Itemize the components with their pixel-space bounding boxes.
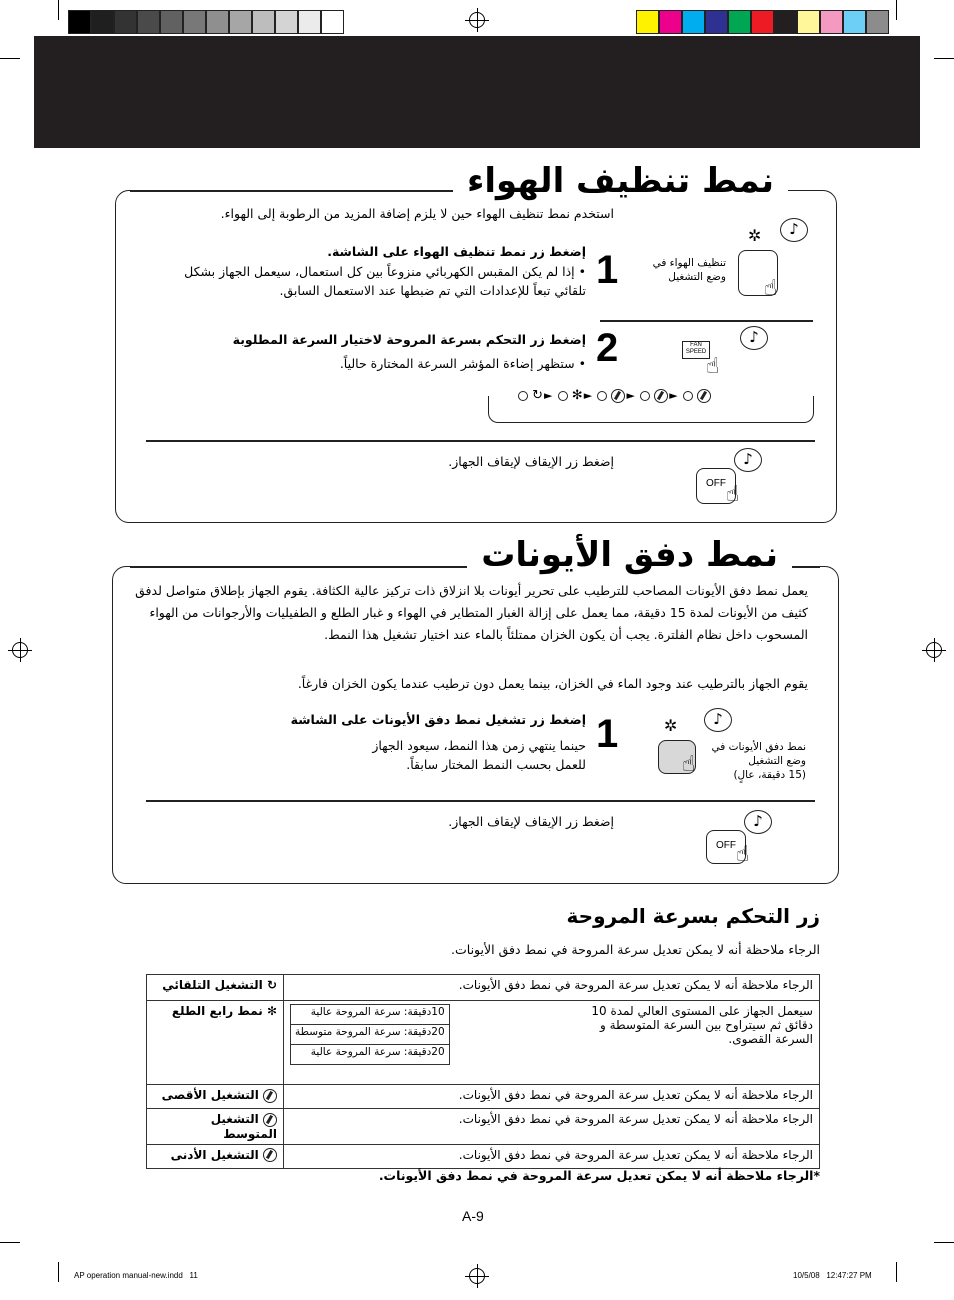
fan-modes-table [146, 974, 820, 1169]
color-swatch [866, 10, 889, 34]
mode-cell [147, 1109, 284, 1145]
mode-label: التشغيل المتوسط [210, 1112, 277, 1141]
crop-mark [934, 58, 954, 59]
crop-mark [58, 1262, 59, 1282]
off-instruction: إضغط زر الإيقاف لإيقاف الجهاز. [448, 814, 614, 829]
ion-shower-note: يقوم الجهاز بالترطيب عند وجود الماء في الخزان، بينما يعمل دون ترطيب عندما يكون الخزان فارغاً. [297, 676, 808, 691]
gray-swatch [252, 10, 275, 34]
mode-label: التشغيل الأقصى [161, 1088, 259, 1102]
title-line [130, 566, 512, 568]
color-swatch [774, 10, 797, 34]
pollen-mode-icon: ✻ [266, 1004, 277, 1018]
color-swatch [843, 10, 866, 34]
color-swatch [659, 10, 682, 34]
cycle-minutes: 20 [431, 1046, 445, 1058]
table-row [147, 1109, 820, 1145]
color-swatch [705, 10, 728, 34]
arrow-icon: ► [544, 389, 553, 402]
registration-mark-icon [926, 642, 942, 658]
beep-note-icon: ♪ [704, 708, 732, 732]
fan-low-icon [263, 1148, 277, 1162]
gray-swatch [160, 10, 183, 34]
icon-caption-line: نمط دفق الأيونات في [711, 741, 806, 753]
desc-cell: الرجاء ملاحظة أنه لا يمكن تعديل سرعة المروحة في نمط دفق الأيونات. [284, 1109, 820, 1145]
clean-air-intro: استخدم نمط تنظيف الهواء حين لا يلزم إضافة المزيد من الرطوبة إلى الهواء. [220, 206, 614, 221]
step-body: حينما ينتهي زمن هذا النمط، سيعود الجهاز للعمل بحسب النمط المختار سابقاً. [372, 738, 586, 772]
crop-mark [58, 0, 59, 20]
page-number: A-9 [462, 1208, 484, 1224]
registration-mark-icon [12, 642, 28, 658]
pollen-desc: سيعمل الجهاز على المستوى العالي لمدة 10 دقائق ثم سيتراوح بين السرعة المتوسطة و السرعة القصوى. [591, 1004, 813, 1046]
fan-high-icon [263, 1089, 277, 1103]
desc-cell: الرجاء ملاحظة أنه لا يمكن تعديل سرعة المروحة في نمط دفق الأيونات. [284, 1085, 820, 1109]
indicator-dot-icon [597, 391, 607, 401]
pointing-hand-icon: ☝ [706, 354, 720, 379]
mode-cell [147, 975, 284, 1001]
footer-timestamp: 10/5/08 12:47:27 PM [793, 1271, 872, 1280]
arrow-icon: ► [669, 389, 678, 402]
desc-cell: الرجاء ملاحظة أنه لا يمكن تعديل سرعة المروحة في نمط دفق الأيونات. [284, 1144, 820, 1168]
step-heading: إضغط زر تشغيل نمط دفق الأيونات على الشاشة [290, 712, 586, 727]
mode-label: التشغيل التلقائي [162, 978, 263, 992]
gray-swatch [321, 10, 344, 34]
fan-control-note: الرجاء ملاحظة أنه لا يمكن تعديل سرعة المروحة في نمط دفق الأيونات. [451, 942, 820, 957]
step-bullet: • ستظهر إضاءة المؤشر السرعة المختارة حالياً. [339, 356, 586, 371]
gray-swatch [137, 10, 160, 34]
cycle-label: دقيقة: سرعة المروحة عالية [310, 1006, 432, 1018]
indicator-dot-icon [518, 391, 528, 401]
step-number: 1 [596, 248, 619, 292]
footnote: *الرجاء ملاحظة أنه لا يمكن تعديل سرعة المروحة في نمط دفق الأيونات. [378, 1168, 820, 1183]
fan-low-icon [697, 389, 711, 403]
title-line [790, 566, 820, 568]
gray-swatch [275, 10, 298, 34]
color-swatch [751, 10, 774, 34]
divider [600, 320, 813, 322]
desc-cell: الرجاء ملاحظة أنه لا يمكن تعديل سرعة المروحة في نمط دفق الأيونات. [284, 975, 820, 1001]
pointing-hand-icon: ☝ [726, 482, 740, 507]
color-swatch [636, 10, 659, 34]
arrow-icon: ► [583, 389, 593, 402]
icon-caption [700, 740, 806, 782]
fan-medium-icon [654, 389, 668, 403]
off-button-icon: OFF [696, 468, 736, 504]
header-band [34, 36, 920, 148]
gray-swatch [229, 10, 252, 34]
cycle-minutes: 10 [431, 1006, 445, 1018]
mode-cell [147, 1001, 284, 1085]
table-row [291, 1005, 450, 1025]
step-number: 2 [596, 326, 619, 370]
crop-mark [0, 58, 20, 59]
sparkle-icon: ✲ [664, 716, 678, 735]
cycle-minutes: 20 [431, 1026, 445, 1038]
auto-mode-icon: ↻ [266, 978, 277, 992]
arrow-icon: ► [626, 389, 635, 402]
divider [146, 440, 815, 442]
off-instruction: إضغط زر الإيقاف لإيقاف الجهاز. [448, 454, 614, 469]
table-row [147, 1085, 820, 1109]
step-heading: إضغط زر التحكم بسرعة المروحة لاختيار السرعة المطلوبة [232, 332, 586, 347]
fan-control-title: زر التحكم بسرعة المروحة [566, 904, 820, 928]
beep-note-icon: ♪ [780, 218, 808, 242]
ion-shower-title: نمط دفق الأيونات [467, 534, 792, 576]
cycle-label: دقيقة: سرعة المروحة عالية [310, 1046, 432, 1058]
gray-swatch [183, 10, 206, 34]
table-row [147, 975, 820, 1001]
mode-cell [147, 1144, 284, 1168]
icon-caption-line: وضع التشغيل [748, 755, 806, 767]
gray-swatch [114, 10, 137, 34]
table-row [147, 1001, 820, 1085]
beep-note-icon: ♪ [740, 326, 768, 350]
cycle-cell [291, 1025, 450, 1045]
crop-mark [896, 0, 897, 20]
fan-speed-button-icon: FAN SPEED [682, 341, 710, 359]
pollen-cycle-table [290, 1004, 450, 1065]
table-row [147, 1144, 820, 1168]
mode-label: نمط رابع الطلع [171, 1004, 263, 1018]
fan-high-icon [611, 389, 625, 403]
pointing-hand-icon: ☝ [764, 276, 778, 301]
registration-mark-icon [469, 12, 485, 28]
step-heading: إضغط زر نمط تنظيف الهواء على الشاشة. [327, 244, 586, 259]
crop-mark [896, 1262, 897, 1282]
off-button-icon: OFF [706, 830, 746, 864]
color-swatch [797, 10, 820, 34]
clean-air-title: نمط تنظيف الهواء [453, 160, 788, 202]
step-number: 1 [596, 712, 619, 756]
icon-caption-line: (15 دقيقة، عالٍ) [733, 769, 806, 781]
sparkle-icon: ✲ [748, 226, 762, 245]
indicator-dot-icon [683, 391, 693, 401]
mode-label: التشغيل الأدنى [170, 1147, 259, 1162]
gray-swatch [206, 10, 229, 34]
cycle-label: دقيقة: سرعة المروحة متوسطة [295, 1026, 432, 1038]
mode-cell [147, 1085, 284, 1109]
speed-cycle-sequence [518, 388, 711, 403]
crop-mark [0, 1242, 20, 1243]
auto-mode-icon: ↻ [532, 388, 544, 403]
color-swatch [728, 10, 751, 34]
step-bullet-text: ستظهر إضاءة المؤشر السرعة المختارة حالياً. [339, 356, 575, 371]
gray-swatch [68, 10, 91, 34]
fan-medium-icon [263, 1113, 277, 1127]
pointing-hand-icon: ☝ [736, 842, 750, 867]
step-bullet-text: إذا لم يكن المقبس الكهربائي منزوعاً بين كل استعمال، سيعمل الجهاز بشكل تلقائي تبعاً للإعدادات التي تم ضبطها عند الاستعمال السابق. [184, 264, 586, 298]
pollen-mode-icon: ✻ [571, 388, 583, 403]
footer-filename: AP operation manual-new.indd 11 [74, 1271, 198, 1280]
cycle-cell [291, 1005, 450, 1025]
indicator-dot-icon [558, 391, 568, 401]
color-swatch [820, 10, 843, 34]
registration-mark-icon [469, 1268, 485, 1284]
ion-shower-description: يعمل نمط دفق الأيونات المصاحب للترطيب على تحرير أيونات بلا انزلاق ذات تركيز عالية الكثافة. يقوم الجهاز بإطلاق متواصل لدفق كثيف من الأيونات لمدة 15 دقيقة، مما يعمل على إزالة الغبار المتطاير في الهواء و غبار الطلع و الطفيليات والأرجوانات من الهواء المسحوب داخل نظام الفلترة. يجب أن يكون الخزان ممتلئاً بالماء عند اختيار تشغيل هذا النمط. [135, 583, 808, 642]
icon-caption: تنظيف الهواء في وضع التشغيل [652, 257, 726, 283]
indicator-dot-icon [640, 391, 650, 401]
gray-swatch [91, 10, 114, 34]
divider [146, 800, 815, 802]
step-bullet: • إذا لم يكن المقبس الكهربائي منزوعاً بين كل استعمال، سيعمل الجهاز بشكل تلقائي تبعاً للإعدادات التي تم ضبطها عند الاستعمال السابق. [184, 264, 586, 298]
table-row [291, 1025, 450, 1045]
crop-mark [934, 1242, 954, 1243]
table-row [291, 1045, 450, 1065]
beep-note-icon: ♪ [734, 448, 762, 472]
beep-note-icon: ♪ [744, 810, 772, 834]
desc-cell [284, 1001, 820, 1085]
color-swatch [682, 10, 705, 34]
pointing-hand-icon: ☝ [682, 752, 696, 777]
gray-swatch [298, 10, 321, 34]
cycle-cell [291, 1045, 450, 1065]
